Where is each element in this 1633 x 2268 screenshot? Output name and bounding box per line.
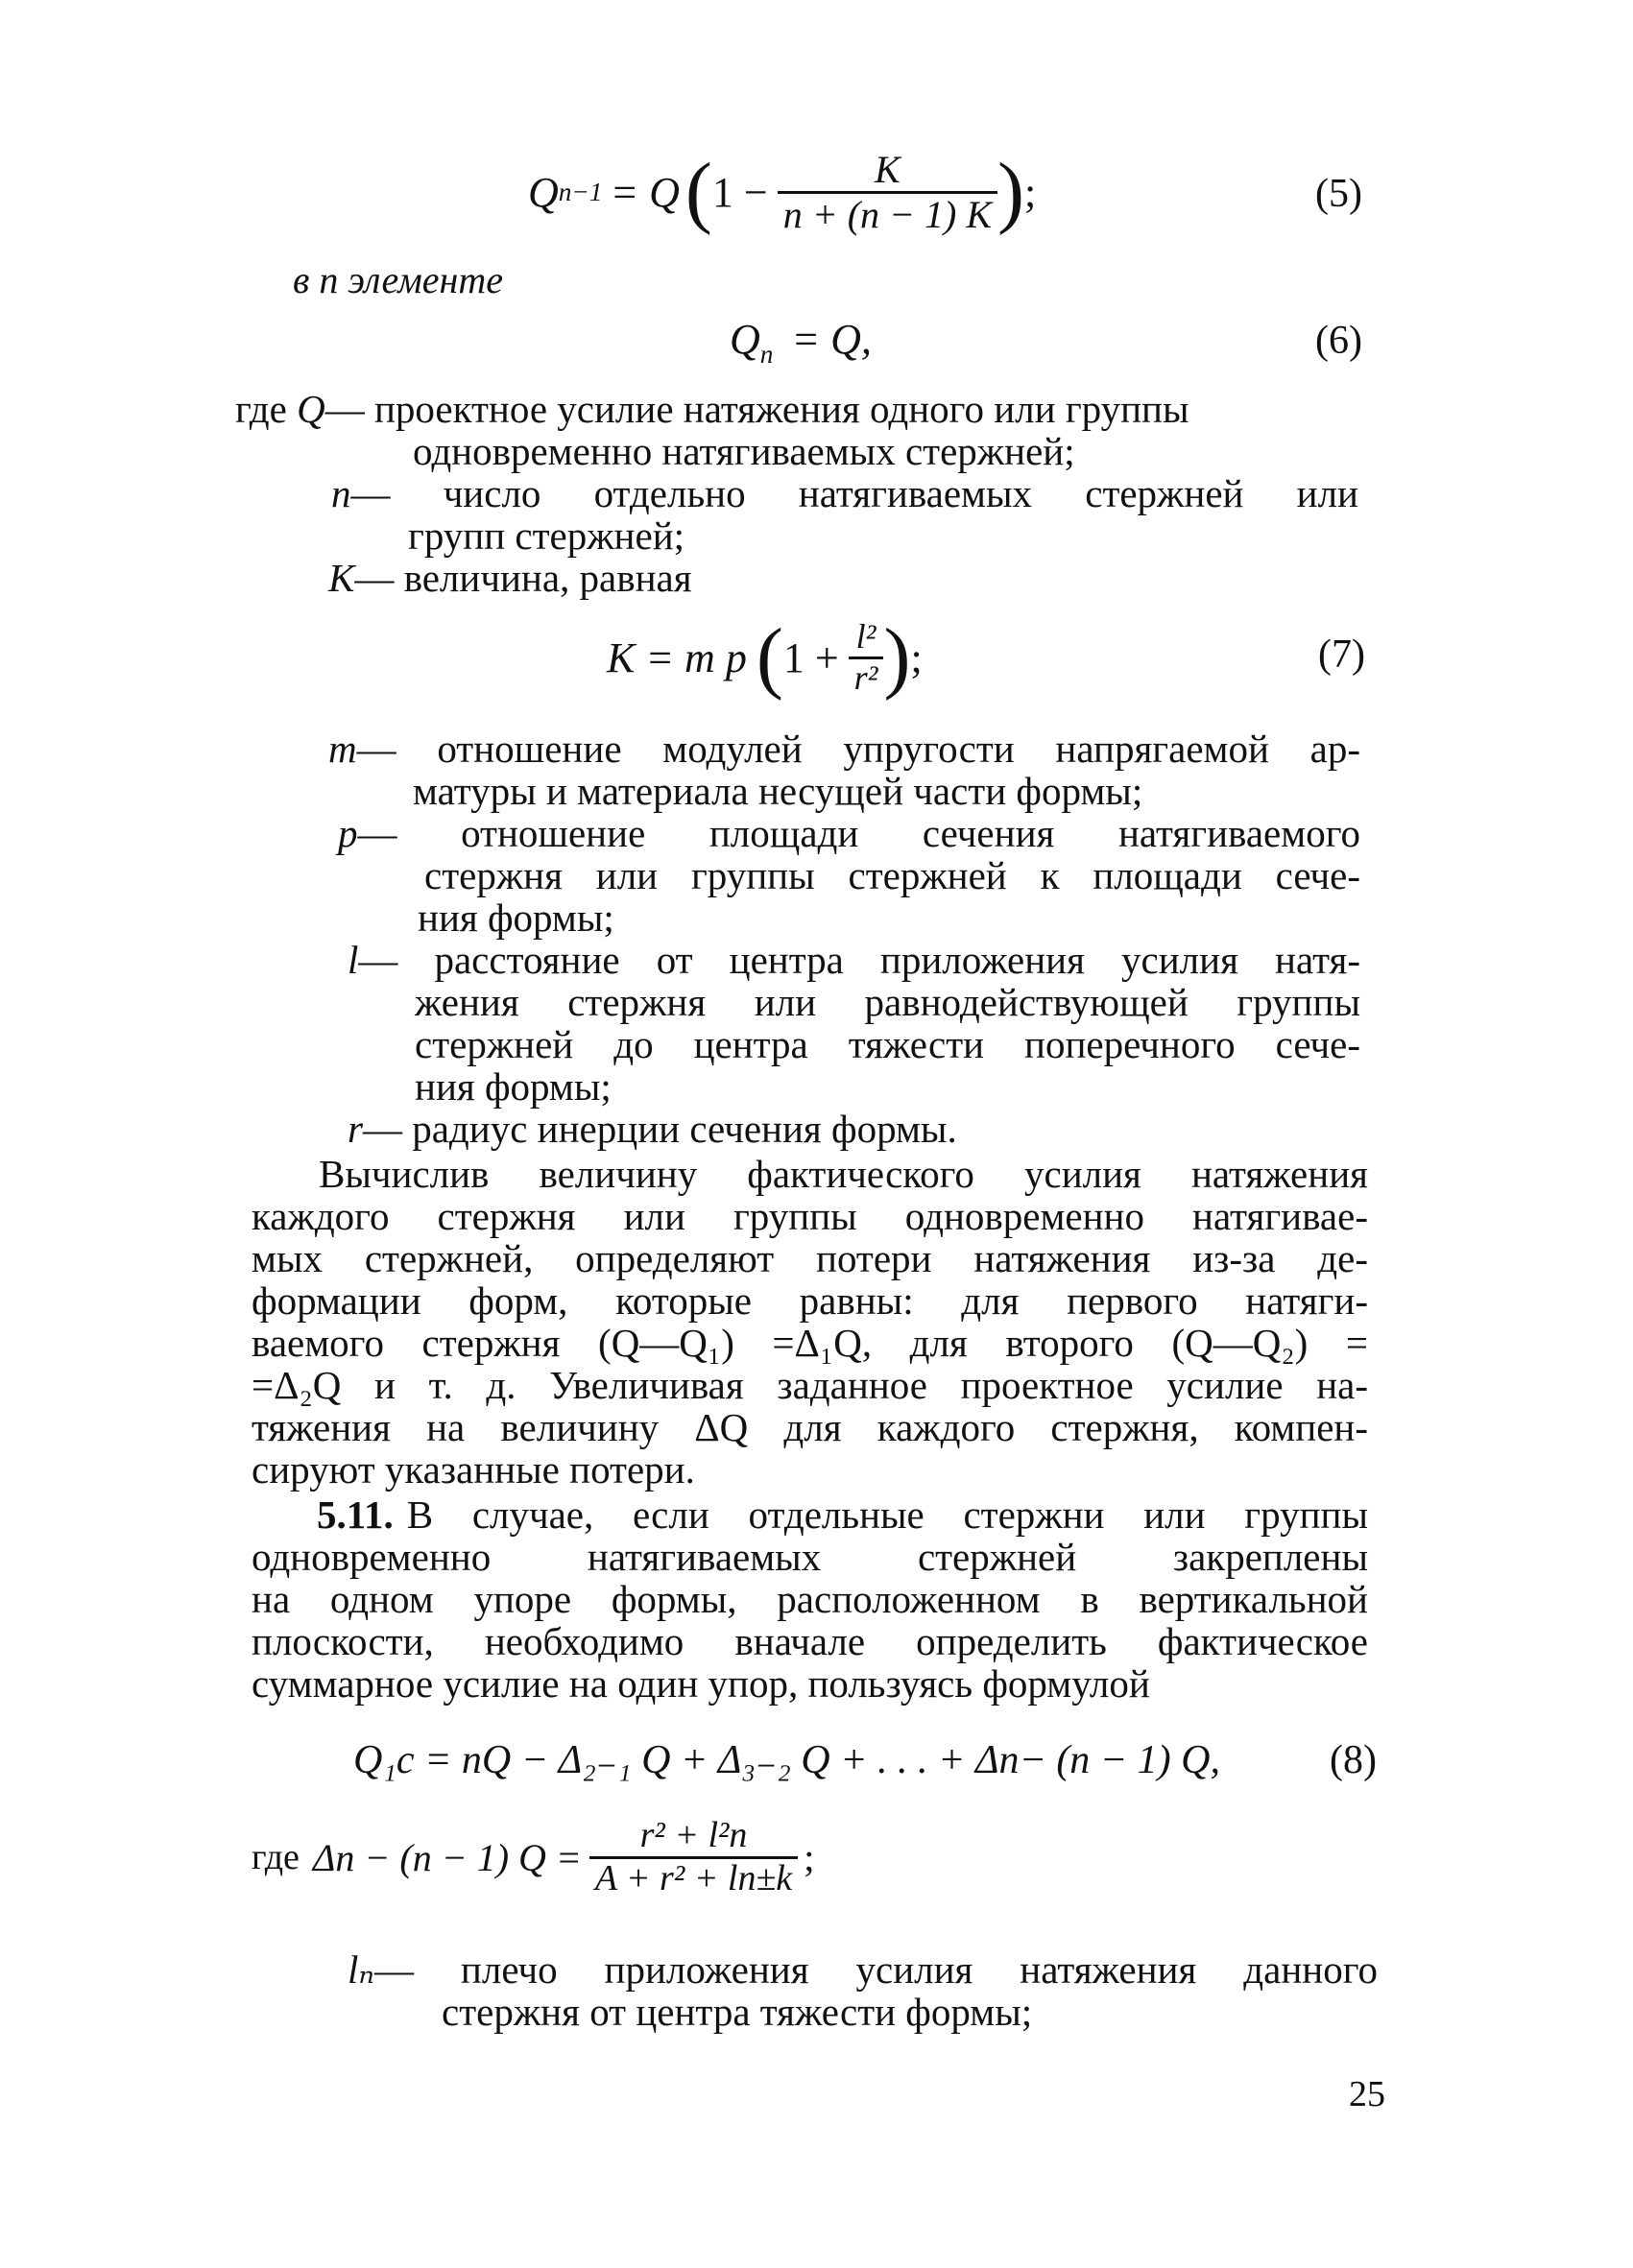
def-p-line2: стержня или группы стержней к площади сече- xyxy=(424,853,1360,897)
para2-text1: В случае, если отдельные стержни или группы xyxy=(406,1492,1368,1537)
def-q-text1: — проектное усилие натяжения одного или группы xyxy=(324,387,1189,431)
def-m-text1: — отношение модулей упругости напрягаемой ар- xyxy=(356,727,1360,771)
eq7-number: (7) xyxy=(1318,633,1365,677)
eq5-lhs-sub: n−1 xyxy=(558,177,603,206)
para1-line7: тяжения на величину ΔQ для каждого стержня, компен- xyxy=(252,1405,1368,1449)
def-l-text1: — расстояние от центра приложения усилия натя- xyxy=(358,938,1360,982)
eq5-end: ; xyxy=(1024,168,1037,216)
eq5-denominator: n + (n − 1) K xyxy=(778,191,997,236)
eq7-left-paren: ( xyxy=(756,612,783,702)
para1-line3: мых стержней, определяют потери натяжения из-за де- xyxy=(252,1236,1368,1280)
equation-8: Q₁c = nQ − Δ₂₋₁ Q + Δ₃₋₂ Q + . . . + Δn− (n − 1) Q, xyxy=(353,1738,1220,1782)
eq5-number: (5) xyxy=(1315,172,1362,216)
para2-line4: плоскости, необходимо вначале определить фактическое xyxy=(252,1619,1368,1663)
eq7-fraction xyxy=(849,618,884,697)
eq5-fraction xyxy=(778,149,997,236)
def-r-line xyxy=(348,1108,957,1150)
def-q-line2: одновременно натягиваемых стержней; xyxy=(413,429,1075,473)
eq7-denominator: r² xyxy=(849,657,884,698)
def-k-text: — величина, равная xyxy=(354,556,692,600)
def-m-symbol: m xyxy=(328,727,357,771)
eq7-numerator: l² xyxy=(855,616,877,656)
def-r-text: — радиус инерции сечения формы. xyxy=(362,1107,957,1151)
eq8-number: (8) xyxy=(1330,1738,1377,1782)
def-n-text1: — число отдельно натягиваемых стержней или xyxy=(350,471,1358,515)
eq6-lhs: Q xyxy=(730,316,760,363)
eq6-lhs-sub: n xyxy=(759,339,774,369)
def-ln-line2: стержня от центра тяжести формы; xyxy=(442,1990,1033,2034)
eq7-lhs: K = m p xyxy=(607,633,747,681)
def-r-symbol: r xyxy=(348,1107,363,1151)
eq5-right-paren: ) xyxy=(997,147,1025,236)
para1-line4: формации форм, которые равны: для первого натяги- xyxy=(252,1278,1368,1323)
eq6-number: (6) xyxy=(1315,319,1362,363)
para2-line3: на одном упоре формы, расположенном в вертикальной xyxy=(252,1577,1368,1621)
eq9-denominator: A + r² + ln±k xyxy=(589,1856,798,1899)
def-n-line2: групп стержней; xyxy=(408,513,685,558)
def-p-line1 xyxy=(338,812,1360,854)
def-q-pre: где xyxy=(235,387,287,431)
eq7-one-plus: 1 + xyxy=(782,633,839,681)
def-l-line4: ния формы; xyxy=(415,1064,612,1109)
para1-line6: =Δ₂Q и т. д. Увеличивая заданное проектное усилие на- xyxy=(252,1363,1368,1407)
para1-line2: каждого стержня или группы одновременно натягивае- xyxy=(252,1194,1368,1238)
para1-line1: Вычислив величину фактического усилия натяжения xyxy=(319,1152,1368,1196)
eq9-pre: где xyxy=(252,1837,300,1877)
eq5-lhs: Q xyxy=(528,168,559,216)
def-p-line3: ния формы; xyxy=(418,895,614,940)
eq9-fraction xyxy=(589,1816,798,1899)
para2-number: 5.11. xyxy=(317,1492,394,1537)
eq5-left-paren: ( xyxy=(684,147,712,236)
eq9-end: ; xyxy=(804,1835,815,1879)
page-number: 25 xyxy=(1349,2074,1385,2114)
def-q-line1 xyxy=(235,388,1189,430)
def-ln-line1 xyxy=(348,1948,1378,1991)
equation-6 xyxy=(730,315,872,370)
def-ln-text1: — плечо приложения усилия натяжения данного xyxy=(374,1947,1378,1992)
equation-5 xyxy=(528,144,1036,240)
para2-line1 xyxy=(317,1493,1368,1536)
eq5-rhs-pre: = Q xyxy=(610,168,680,216)
def-l-line3: стержней до центра тяжести поперечного сече- xyxy=(415,1022,1360,1066)
para1-line5: ваемого стержня (Q—Q₁) =Δ₁Q, для второго (Q—Q₂) = xyxy=(252,1321,1368,1365)
def-n-symbol: n xyxy=(331,471,351,515)
def-k-line xyxy=(328,557,692,599)
def-p-text1: — отношение площади сечения натягиваемого xyxy=(357,811,1360,855)
eq5-numerator: K xyxy=(875,147,901,191)
equation-7 xyxy=(607,609,923,705)
def-l-line1 xyxy=(348,939,1360,981)
eq9-numerator: r² + l²n xyxy=(639,1814,748,1855)
def-m-line1 xyxy=(328,728,1360,770)
def-k-symbol: K xyxy=(328,556,355,600)
def-l-line2: жения стержня или равнодействующей группы xyxy=(415,980,1360,1024)
para2-line5: суммарное усилие на один упор, пользуясь формулой xyxy=(252,1661,1150,1706)
def-q-symbol: Q xyxy=(297,387,325,431)
def-m-line2: матуры и материала несущей части формы; xyxy=(413,769,1143,813)
eq7-end: ; xyxy=(910,633,923,681)
eq6-rhs: = Q, xyxy=(791,316,872,363)
def-l-symbol: l xyxy=(348,938,359,982)
para2-line2: одновременно натягиваемых стержней закреплены xyxy=(252,1535,1368,1579)
def-n-line1 xyxy=(331,472,1358,514)
eq9-lhs: Δn − (n − 1) Q = xyxy=(312,1835,582,1879)
eq5-one-minus: 1 − xyxy=(711,168,768,216)
caption-n-element: в n элементе xyxy=(293,258,503,301)
eq7-right-paren: ) xyxy=(883,612,911,702)
def-ln-symbol: lₙ xyxy=(348,1947,375,1992)
def-p-symbol: p xyxy=(338,811,358,855)
equation-delta xyxy=(252,1804,815,1910)
para1-line8: сируют указанные потери. xyxy=(252,1447,695,1492)
